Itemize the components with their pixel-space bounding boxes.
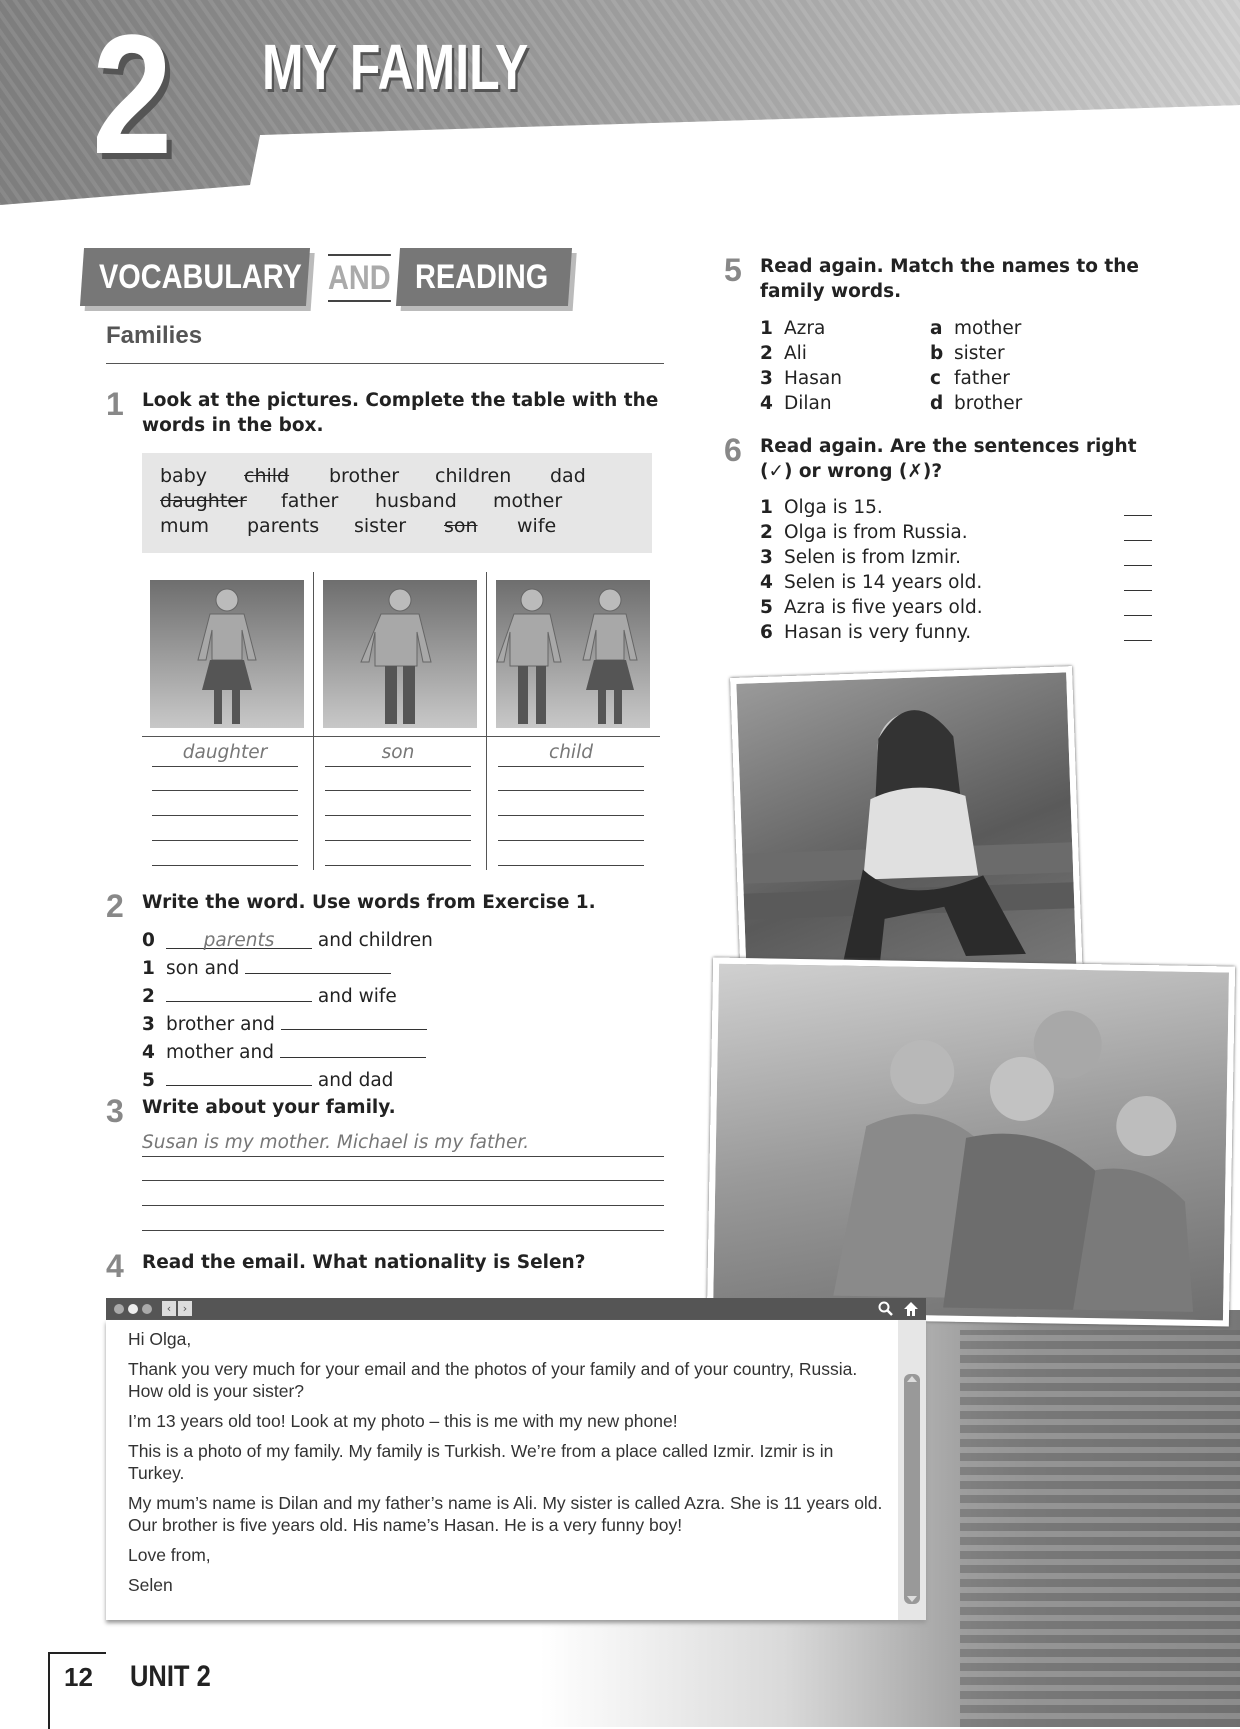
item-text: Selen is 14 years old.	[784, 572, 983, 593]
ex3-instruction: Write about your family.	[142, 1097, 396, 1118]
item-letter: a	[930, 318, 943, 339]
answer-line[interactable]	[498, 865, 644, 866]
email-scrollbar-thumb[interactable]	[904, 1374, 920, 1604]
word-box-word: dad	[550, 465, 586, 487]
item-text: Olga is 15.	[784, 497, 883, 518]
item-number: 2	[142, 986, 155, 1007]
answer-blank[interactable]	[1124, 495, 1152, 516]
ex3-number: 3	[106, 1093, 124, 1129]
email-paragraph: I’m 13 years old too! Look at my photo – this is me with my new phone!	[128, 1411, 678, 1431]
window-dot-icon[interactable]	[142, 1304, 152, 1314]
list-item	[930, 391, 1022, 416]
ex2-item	[142, 981, 433, 1009]
family-silhouette-icon	[713, 964, 1229, 1321]
ex2-number: 2	[106, 888, 124, 924]
answer-blank[interactable]: parents	[166, 928, 312, 949]
word-box-word: son	[444, 515, 478, 537]
male-female-icon	[496, 580, 650, 728]
answer-blank[interactable]	[1124, 520, 1152, 541]
ex2-item	[142, 928, 433, 953]
item-text: brother	[954, 393, 1023, 414]
ex2-item	[142, 953, 433, 981]
back-arrow-icon[interactable]: ‹	[162, 1301, 176, 1316]
item-number: 4	[760, 393, 773, 414]
item-number: 5	[142, 1070, 155, 1091]
ex2-instruction: Write the word. Use words from Exercise 1.	[142, 892, 596, 913]
answer-line[interactable]	[152, 840, 298, 841]
email-paragraph: This is a photo of my family. My family is Turkish. We’re from a place called Izmir. Izmir is in Turkey.	[128, 1441, 834, 1483]
item-text: Azra is five years old.	[784, 597, 983, 618]
answer-blank[interactable]	[245, 953, 391, 974]
item-letter: d	[930, 393, 944, 414]
email-paragraph: Selen	[128, 1575, 173, 1595]
answer-blank[interactable]	[166, 981, 312, 1002]
ex4-number: 4	[106, 1248, 124, 1284]
window-dot-icon[interactable]	[128, 1304, 138, 1314]
male-icon	[323, 580, 477, 728]
search-icon[interactable]	[878, 1301, 894, 1317]
item-text: mother and	[166, 1042, 274, 1063]
word-box-word: mother	[493, 490, 563, 512]
answer-blank[interactable]	[166, 1065, 312, 1086]
list-item	[760, 520, 1152, 545]
male-and-female-figures-picture	[496, 580, 650, 728]
answer-line[interactable]	[152, 790, 298, 791]
item-letter: b	[930, 343, 944, 364]
item-number: 0	[142, 930, 155, 951]
item-number: 1	[142, 958, 155, 979]
subheading-rule	[106, 363, 664, 364]
answer-line[interactable]	[325, 790, 471, 791]
item-text: father	[954, 368, 1010, 389]
word-box-word: mum	[160, 515, 210, 537]
list-item	[930, 316, 1022, 341]
answer-blank[interactable]	[1124, 595, 1152, 616]
item-number: 2	[760, 522, 773, 543]
footer-unit-label: UNIT 2	[130, 1660, 211, 1693]
item-text: and children	[317, 930, 433, 951]
ex5-number: 5	[724, 252, 742, 288]
word-box-word: children	[435, 465, 512, 487]
word-box-word: sister	[354, 515, 407, 537]
email-paragraph: Hi Olga,	[128, 1329, 192, 1349]
word-box-word: husband	[375, 490, 457, 512]
ex1-number: 1	[106, 386, 124, 422]
item-text: mother	[954, 318, 1022, 339]
item-text: Selen is from Izmir.	[784, 547, 961, 568]
item-number: 3	[760, 368, 773, 389]
ex1-instruction: Look at the pictures. Complete the table with the words in the box.	[142, 390, 659, 436]
male-figure-picture	[323, 580, 477, 728]
answer-blank[interactable]	[1124, 620, 1152, 641]
home-icon[interactable]	[902, 1300, 920, 1318]
answer-line[interactable]	[325, 815, 471, 816]
table-example-answer: daughter	[152, 742, 298, 767]
item-number: 3	[760, 547, 773, 568]
word-box-word: brother	[329, 465, 400, 487]
item-number: 1	[760, 318, 773, 339]
answer-blank[interactable]	[280, 1037, 426, 1058]
email-window-titlebar	[106, 1298, 926, 1320]
banner-reading: READING	[396, 248, 572, 306]
table-column-divider	[486, 572, 487, 870]
list-item	[930, 341, 1022, 366]
header-band	[0, 0, 1240, 210]
word-box-word: parents	[247, 515, 320, 537]
word-box-word: wife	[517, 515, 557, 537]
family-words-table	[142, 572, 660, 870]
unit-number: 2	[92, 0, 169, 190]
item-number: 4	[142, 1042, 155, 1063]
list-item	[760, 595, 1152, 620]
table-column-divider	[313, 572, 314, 870]
list-item	[760, 366, 842, 391]
forward-arrow-icon[interactable]: ›	[178, 1301, 192, 1316]
item-text: Olga is from Russia.	[784, 522, 968, 543]
item-text: Ali	[784, 343, 807, 364]
word-box-word: child	[244, 465, 290, 487]
ex2-list	[142, 928, 433, 1093]
answer-line[interactable]	[325, 865, 471, 866]
writing-line[interactable]	[142, 1205, 664, 1206]
list-item	[930, 366, 1022, 391]
list-item	[760, 620, 1152, 645]
ex6-list	[760, 495, 1152, 645]
scroll-down-arrow-icon[interactable]	[907, 1596, 917, 1602]
item-text: Azra	[784, 318, 826, 339]
list-item	[760, 570, 1152, 595]
list-item	[760, 316, 842, 341]
list-item	[760, 391, 842, 416]
item-number: 2	[760, 343, 773, 364]
answer-line[interactable]	[152, 815, 298, 816]
table-example-answer: son	[325, 742, 471, 767]
writing-line[interactable]	[142, 1180, 664, 1181]
answer-blank[interactable]	[281, 1009, 427, 1030]
table-example-answer: child	[498, 742, 644, 767]
item-text: brother and	[166, 1014, 275, 1035]
email-paragraph: Thank you very much for your email and the photos of your family and of your country, Russia. How old is your sister?	[128, 1359, 858, 1401]
list-item	[760, 495, 1152, 520]
item-text: Hasan	[784, 368, 842, 389]
female-figure-picture	[150, 580, 304, 728]
email-paragraph: Love from,	[128, 1545, 211, 1565]
ex5-words-list	[930, 316, 1022, 416]
ex3-example-line[interactable]: Susan is my mother. Michael is my father.	[142, 1132, 664, 1157]
item-number: 3	[142, 1014, 155, 1035]
list-item	[760, 341, 842, 366]
ex2-item	[142, 1037, 433, 1065]
female-icon	[150, 580, 304, 728]
writing-line[interactable]	[142, 1230, 664, 1231]
word-box-word: baby	[160, 465, 208, 487]
item-text: and wife	[317, 986, 397, 1007]
page-number: 12	[64, 1662, 93, 1692]
word-box-word: father	[281, 490, 339, 512]
item-number: 4	[760, 572, 773, 593]
ex2-item	[142, 1065, 433, 1093]
ex6-number: 6	[724, 432, 742, 468]
answer-line[interactable]	[498, 840, 644, 841]
list-item	[760, 545, 1152, 570]
item-text: Hasan is very funny.	[784, 622, 972, 643]
banner-vocabulary: VOCABULARY	[80, 248, 310, 306]
family-photo	[707, 957, 1235, 1326]
item-number: 5	[760, 597, 773, 618]
ex4-instruction: Read the email. What nationality is Selen?	[142, 1252, 586, 1273]
item-text: son and	[166, 958, 240, 979]
item-letter: c	[930, 368, 941, 389]
email-paragraph: My mum’s name is Dilan and my father’s name is Ali. My sister is called Azra. She is 11 years old. Our brother is five years old. His name’s Hasan. He is a very funny boy!	[128, 1493, 883, 1535]
answer-blank[interactable]	[1124, 545, 1152, 566]
answer-blank[interactable]	[1124, 570, 1152, 591]
answer-line[interactable]	[152, 865, 298, 866]
ex5-instruction: Read again. Match the names to the family words.	[760, 256, 1139, 302]
ex6-instruction: Read again. Are the sentences right (✓) or wrong (✗)?	[760, 436, 1137, 482]
ex2-item	[142, 1009, 433, 1037]
ex5-names-list	[760, 316, 842, 416]
scroll-up-arrow-icon[interactable]	[907, 1376, 917, 1382]
unit-title: MY FAMILY	[262, 31, 529, 103]
city-buildings	[960, 1330, 1240, 1727]
email-scrollbar-track[interactable]	[898, 1320, 926, 1620]
word-box	[142, 453, 652, 553]
window-dot-icon[interactable]	[114, 1304, 124, 1314]
email-window-body	[106, 1320, 926, 1620]
item-text: and dad	[317, 1070, 394, 1091]
word-box-word: daughter	[160, 490, 247, 512]
email-content	[128, 1328, 888, 1596]
item-text: sister	[954, 343, 1005, 364]
item-number: 6	[760, 622, 773, 643]
subheading-families: Families	[106, 322, 203, 349]
table-header-rule	[142, 736, 660, 737]
item-text: Dilan	[784, 393, 832, 414]
answer-line[interactable]	[498, 790, 644, 791]
answer-line[interactable]	[325, 840, 471, 841]
answer-line[interactable]	[498, 815, 644, 816]
banner-and: AND	[328, 254, 391, 302]
item-number: 1	[760, 497, 773, 518]
